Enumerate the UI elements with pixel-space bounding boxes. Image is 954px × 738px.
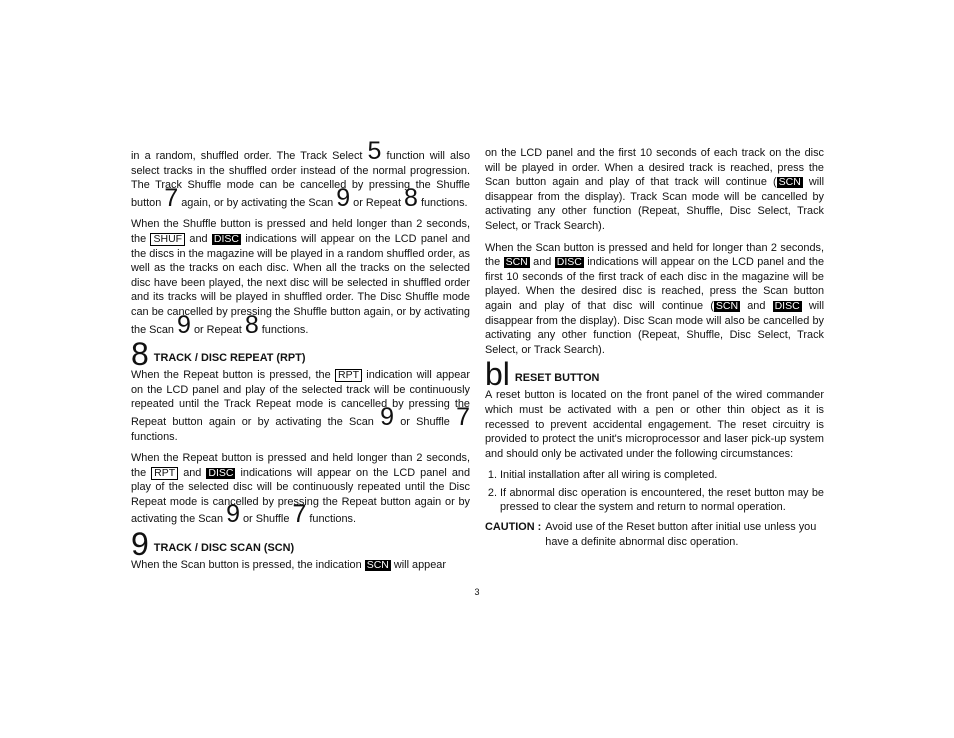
section-title: TRACK / DISC SCAN (SCN) xyxy=(153,542,295,555)
rpt-indicator: RPT xyxy=(335,369,362,382)
disc-indicator: DISC xyxy=(556,256,582,269)
disc-scan-text: When the Scan button is pressed and held for longer than 2 seconds, the SCN and DISC indications will appear on the LCD panel and the first 10 seconds of the first track of each disc in the magazine will be played. When the desired disc is reached, press the Scan button again and play of that disc will continue ( SCN and DISC will disappear from the display). Disc Scan mode will also be cancelled by activating any other function (Repeat, Shuffle, Disc Select, Track Select, or Track Search). xyxy=(485,241,825,356)
button-ref-scan: 9 xyxy=(177,310,191,339)
scn-indicator: SCN xyxy=(778,176,801,189)
section-heading-reset xyxy=(485,356,824,393)
disc-shuffle-text: When the Shuffle button is pressed and held longer than 2 seconds, the SHUF and DISC indications will appear on the LCD panel and the discs in the magazine will be played in a random shuffled order, as well as the tracks on each disc. When all the tracks on the selected disc have been played, the next disc will be selected in shuffled order and its tracks will be played in shuffled order. The Disc Shuffle mode can be cancelled by pressing the Shuffle button again, or by activating the Scan 9 or Repeat 8 functions. xyxy=(131,218,471,339)
section-title: TRACK / DISC REPEAT (RPT) xyxy=(153,352,306,365)
button-ref-scan: 9 xyxy=(380,402,394,431)
disc-indicator: DISC xyxy=(774,299,800,312)
section-number: 8 xyxy=(131,336,149,373)
scn-indicator: SCN xyxy=(505,256,528,269)
button-ref-scan: 9 xyxy=(226,500,240,529)
button-ref-shuffle: 7 xyxy=(164,183,179,212)
right-column xyxy=(485,146,824,549)
reset-circumstances-list xyxy=(485,468,824,515)
caution-note xyxy=(485,520,824,549)
section-heading-repeat xyxy=(131,336,470,373)
track-scan-text: When the Scan button is pressed, the indication SCN will appear xyxy=(131,559,446,572)
caution-label: CAUTION : xyxy=(485,521,542,534)
list-item: 1. Initial installation after all wiring is completed. xyxy=(500,468,824,483)
rpt-indicator: RPT xyxy=(151,467,178,480)
track-repeat-text: When the Repeat button is pressed, the RPT indication will appear on the LCD panel and play of the selected track will be continuously repeated until the Track Repeat mode is cancelled by pressing the Repeat button again or by activating the Scan 9 or Shuffle 7 functions. xyxy=(131,369,470,443)
section-heading-scan xyxy=(131,526,470,563)
list-item: 2. If abnormal disc operation is encountered, the reset button may be pressed to clear the system and return to normal operation. xyxy=(500,486,824,515)
page-number: 3 xyxy=(474,587,480,597)
disc-indicator: DISC xyxy=(208,466,234,479)
button-ref-repeat: 8 xyxy=(404,183,418,212)
section-number: bl xyxy=(485,356,510,393)
section-number: 9 xyxy=(131,526,149,563)
left-column xyxy=(131,137,471,580)
button-ref-track-select: 5 xyxy=(367,137,382,165)
disc-indicator: DISC xyxy=(213,232,240,245)
button-ref-repeat: 8 xyxy=(244,310,259,339)
shuf-indicator: SHUF xyxy=(150,233,185,246)
scn-indicator: SCN xyxy=(366,559,389,572)
scn-indicator: SCN xyxy=(715,299,739,312)
shuffle-text: in a random, shuffled order. The Track Select 5 function will also select tracks in the shuffled order instead of the normal progression. The Track Shuffle mode can be cancelled by pressing the Shuffle button 7 again, or by activating the Scan 9 or Repeat 8 functions. xyxy=(131,137,470,212)
reset-text: A reset button is located on the front panel of the wired commander which must be activated with a pen or other thin object as it is recessed to prevent accidental engagement. The reset circuitry is provided to protect the unit's microprocessor and laser pick-up system and should only be activated under the following circumstances: xyxy=(485,389,824,460)
track-scan-continued-text: on the LCD panel and the first 10 seconds of each track on the disc will be played in order. When a desired track is reached, press the Scan button again and play of that track will continue ( SCN will disappear from the display). Track Scan mode will be cancelled by activating any other function (Repeat, Shuffle, Disc Select, Track Select, or Track Search). xyxy=(485,147,824,232)
button-ref-scan: 9 xyxy=(336,183,351,212)
section-title: RESET BUTTON xyxy=(514,372,600,385)
disc-repeat-text: When the Repeat button is pressed and held longer than 2 seconds, the RPT and DISC indications will appear on the LCD panel and play of the selected disc will be continuously repeated until the Disc Repeat mode is cancelled by pressing the Repeat button again or by activating the Scan 9 or Shuffle 7 functions. xyxy=(131,452,470,529)
button-ref-shuffle: 7 xyxy=(456,402,470,431)
button-ref-shuffle: 7 xyxy=(292,500,307,529)
caution-text: Avoid use of the Reset button after initial use unless you have a definite abnormal disc operation. xyxy=(545,521,817,548)
